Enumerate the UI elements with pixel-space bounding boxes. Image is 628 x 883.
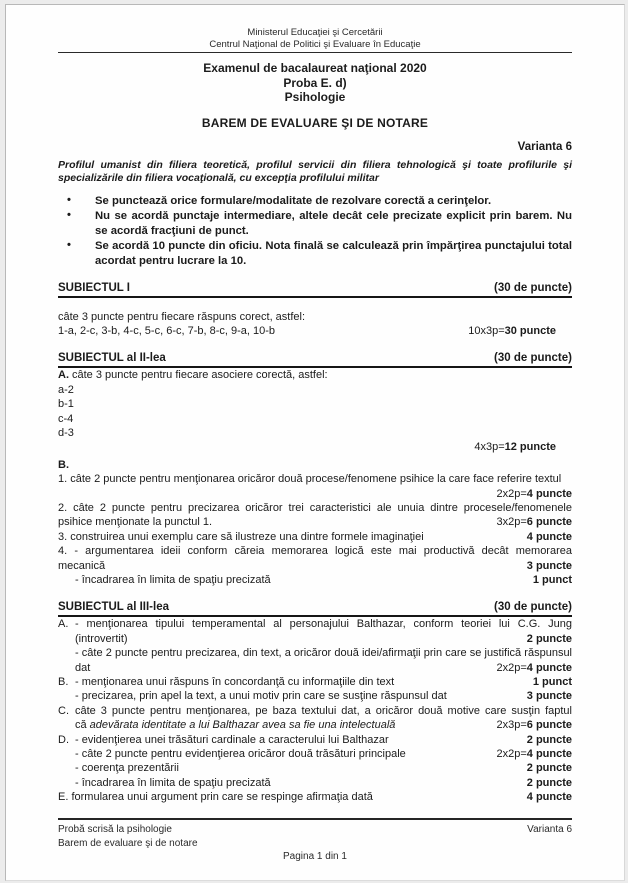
item-text: - menţionarea unui răspuns în concordanţă cu informaţiile din text bbox=[75, 676, 395, 689]
score-value: 4 puncte bbox=[526, 530, 572, 543]
scoring-rule-text: Se punctează orice formulare/modalitate de rezolvare corectă a cerinţelor. bbox=[95, 194, 492, 207]
item-score bbox=[527, 689, 572, 703]
scoring-rule-text: Nu se acordă punctaje intermediare, altele decât cele precizate explicit prin barem. Nu se acordă fracţiuni de punct. bbox=[95, 209, 572, 237]
item-score bbox=[527, 776, 572, 790]
section3c-block bbox=[58, 704, 572, 733]
section1-answers: 1-a, 2-c, 3-b, 4-c, 5-c, 6-c, 7-b, 8-c, 9-a, 10-b bbox=[58, 324, 276, 337]
footer-page-number: Pagina 1 din 1 bbox=[283, 851, 347, 862]
section2b-item bbox=[58, 472, 572, 501]
item-score bbox=[533, 573, 572, 587]
item-score bbox=[527, 530, 572, 544]
section1-score bbox=[468, 324, 572, 338]
score-formula: 2x2p= bbox=[496, 487, 527, 500]
scoring-rules-list bbox=[58, 194, 572, 269]
score-value: 6 puncte bbox=[526, 516, 572, 529]
section3d-item bbox=[75, 776, 572, 790]
section3d-label: D. bbox=[58, 733, 69, 746]
section1-answers-row bbox=[58, 324, 572, 338]
item-text: E. formularea unui argument prin care se respinge afirmaţia dată bbox=[58, 791, 373, 804]
exam-title-block bbox=[58, 61, 572, 105]
score-value: 1 punct bbox=[532, 574, 572, 586]
score-value: 12 puncte bbox=[504, 441, 556, 454]
section3a-item bbox=[75, 617, 572, 646]
section2-heading-row bbox=[58, 351, 572, 368]
score-value: 2 puncte bbox=[526, 733, 572, 746]
bullet-icon: • bbox=[67, 208, 71, 221]
scoring-rule-item bbox=[58, 239, 572, 269]
section2a-intro-row bbox=[58, 368, 572, 382]
section3b-block bbox=[58, 675, 572, 704]
score-value: 30 puncte bbox=[504, 324, 556, 337]
item-text: - câte 2 puncte pentru evidenţierea oricăror două trăsături principale bbox=[75, 748, 406, 761]
item-text: - menţionarea tipului temperamental al personajului Balthazar, conform teoriei lui C.G. Jung (introvertit) bbox=[75, 618, 572, 645]
document-page bbox=[5, 4, 625, 881]
section2a-label: A. bbox=[58, 369, 69, 382]
item-score bbox=[533, 675, 572, 689]
ministry-header bbox=[58, 27, 572, 50]
bullet-icon: • bbox=[67, 193, 71, 206]
score-formula: 2x2p= bbox=[496, 661, 527, 674]
item-score bbox=[496, 661, 572, 675]
section2b-item bbox=[58, 530, 572, 544]
score-value: 2 puncte bbox=[526, 762, 572, 775]
ministry-line2: Centrul Naţional de Politici şi Evaluare în Educaţie bbox=[209, 38, 421, 50]
profile-note: Profilul umanist din filiera teoretică, profilul servicii din filiera tehnologică şi toate profilurile şi specializările din filiera vocaţională, cu excepţia profilului militar bbox=[58, 158, 572, 184]
score-value: 2 puncte bbox=[526, 776, 572, 789]
section1-heading-row bbox=[58, 281, 572, 298]
score-value: 4 puncte bbox=[526, 487, 572, 500]
exam-title-line3: Psihologie bbox=[284, 90, 346, 104]
section3-heading: SUBIECTUL al III-lea bbox=[58, 601, 169, 614]
item-score bbox=[496, 487, 572, 501]
section2b-label: B. bbox=[58, 458, 69, 471]
score-value: 6 puncte bbox=[526, 719, 572, 732]
scoring-rule-item bbox=[58, 194, 572, 209]
section3d-item bbox=[75, 761, 572, 775]
section2a-answer: c-4 bbox=[58, 412, 74, 425]
section2b-item bbox=[58, 544, 572, 573]
section3d-block bbox=[58, 733, 572, 791]
score-value: 3 puncte bbox=[526, 559, 572, 572]
item-score bbox=[527, 790, 572, 804]
score-value: 2 puncte bbox=[526, 632, 572, 645]
item-text: câte 3 puncte pentru menţionarea, pe baza textului dat, a oricăror două motive care susţin faptul că bbox=[75, 704, 572, 732]
scoring-rule-text: Se acordă 10 puncte din oficiu. Nota finală se calculează prin împărţirea punctajului total acordat pentru lucrare la 10. bbox=[95, 239, 572, 267]
section3c-item bbox=[75, 704, 572, 733]
section3-heading-row bbox=[58, 600, 572, 617]
footer-rule bbox=[58, 818, 572, 820]
variant-label: Varianta 6 bbox=[517, 140, 572, 153]
section2-points: (30 de puncte) bbox=[494, 352, 572, 365]
item-text: 4. - argumentarea ideii conform căreia memorarea logică este mai productivă decât memorarea mecanică bbox=[58, 545, 572, 572]
item-text-italic: adevărata identitate a lui Balthazar avea sa fie una intelectuală bbox=[89, 719, 396, 732]
score-formula: 3x2p= bbox=[496, 516, 527, 529]
bullet-icon: • bbox=[67, 238, 71, 251]
footer-row1 bbox=[58, 823, 572, 837]
section2a-score bbox=[58, 440, 572, 454]
item-text: - încadrarea în limita de spaţiu precizată bbox=[75, 776, 271, 789]
section2a-answer: d-3 bbox=[58, 426, 74, 439]
header-rule bbox=[58, 52, 572, 53]
section2a-answer: b-1 bbox=[58, 398, 74, 411]
section3a-item bbox=[75, 646, 572, 675]
section3a-label: A. bbox=[58, 618, 69, 631]
item-text: - câte 2 puncte pentru precizarea, din text, a oricăror două idei/afirmaţii prin care se justifică răspunsul dat bbox=[75, 647, 572, 674]
scoring-rule-item bbox=[58, 209, 572, 239]
footer-left2: Barem de evaluare şi de notare bbox=[58, 837, 198, 849]
item-text: - încadrarea în limita de spaţiu precizată bbox=[75, 574, 271, 586]
score-value: 4 puncte bbox=[526, 748, 572, 761]
exam-title-line2: Proba E. d) bbox=[283, 75, 347, 90]
item-text: - evidenţierea unei trăsături cardinale a caracterului lui Balthazar bbox=[75, 733, 389, 746]
item-score bbox=[527, 761, 572, 775]
score-value: 3 puncte bbox=[526, 690, 572, 703]
section3d-item bbox=[75, 747, 572, 761]
ministry-line1: Ministerul Educaţiei şi Cercetării bbox=[247, 27, 383, 38]
barem-title: BAREM DE EVALUARE ŞI DE NOTARE bbox=[201, 115, 429, 130]
section3d-item bbox=[75, 733, 572, 747]
section2b-subitem bbox=[58, 573, 572, 587]
item-text: 1. câte 2 puncte pentru menţionarea oricăror două procese/fenomene psihice la care face referire textul bbox=[58, 473, 562, 486]
section3-points: (30 de puncte) bbox=[494, 601, 572, 614]
section3e-item bbox=[58, 790, 572, 804]
section1-points: (30 de puncte) bbox=[494, 281, 572, 294]
item-text: 2. câte 2 puncte pentru precizarea oricăror trei caracteristici ale unuia dintre procesele/fenomenele psihice menţionate la punctul 1. bbox=[58, 501, 572, 529]
footer-left1: Probă scrisă la psihologie bbox=[58, 824, 172, 835]
score-formula: 10x3p= bbox=[468, 324, 505, 337]
item-score bbox=[496, 747, 572, 761]
score-value: 4 puncte bbox=[526, 791, 572, 804]
section1-intro: câte 3 puncte pentru fiecare răspuns corect, astfel: bbox=[58, 310, 306, 323]
item-score bbox=[527, 559, 572, 573]
section3a-block bbox=[58, 617, 572, 675]
score-formula: 4x3p= bbox=[474, 441, 505, 454]
section3b-item bbox=[75, 689, 572, 703]
score-formula: 2x3p= bbox=[496, 719, 527, 732]
section2a-answer: a-2 bbox=[58, 383, 74, 396]
section2-heading: SUBIECTUL al II-lea bbox=[58, 352, 166, 365]
section2b-item bbox=[58, 501, 572, 530]
exam-title-line1: Examenul de bacalaureat naţional 2020 bbox=[203, 61, 427, 75]
page-footer bbox=[58, 818, 572, 864]
score-formula: 2x2p= bbox=[496, 748, 527, 761]
item-score bbox=[527, 632, 572, 646]
item-text: - coerenţa prezentării bbox=[75, 762, 179, 775]
section3b-label: B. bbox=[58, 676, 69, 689]
section3c-label: C. bbox=[58, 704, 69, 717]
section2a-intro: câte 3 puncte pentru fiecare asociere corectă, astfel: bbox=[72, 369, 328, 382]
footer-variant: Varianta 6 bbox=[527, 824, 572, 835]
item-score bbox=[496, 515, 572, 529]
score-value: 1 punct bbox=[532, 676, 572, 689]
section1-heading: SUBIECTUL I bbox=[58, 281, 130, 294]
item-text: 3. construirea unui exemplu care să ilustreze una dintre formele imaginaţiei bbox=[58, 530, 424, 543]
item-score bbox=[496, 718, 572, 732]
item-text: - precizarea, prin apel la text, a unui motiv prin care se susţine răspunsul dat bbox=[75, 690, 447, 703]
item-score bbox=[527, 733, 572, 747]
section3b-item bbox=[75, 675, 572, 689]
score-value: 4 puncte bbox=[526, 661, 572, 674]
